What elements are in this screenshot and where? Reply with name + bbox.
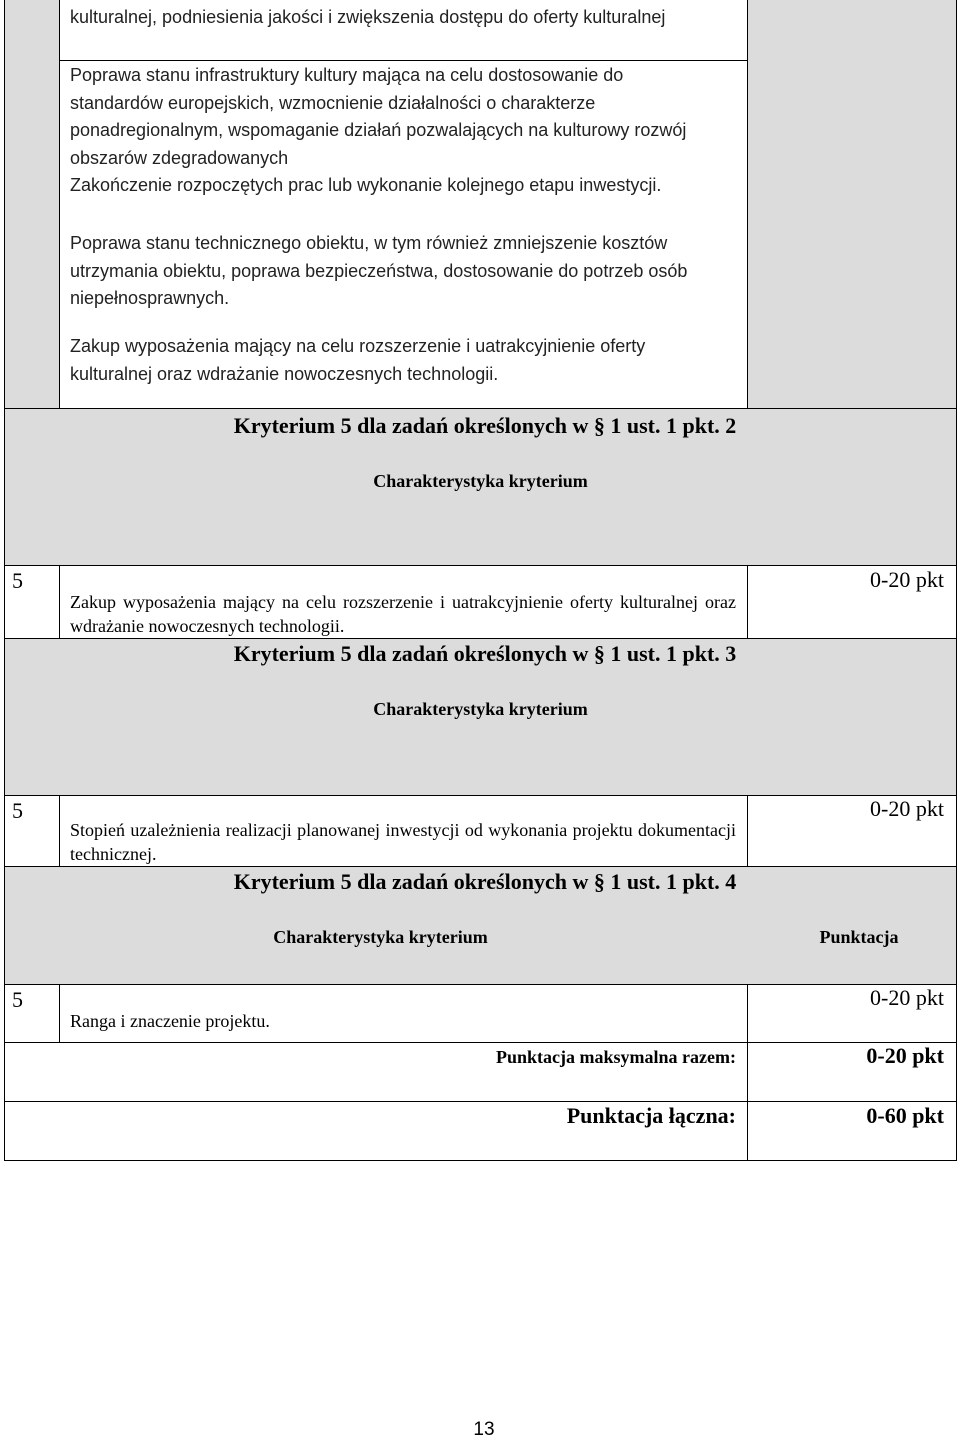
max-total-label: Punktacja maksymalna razem:: [496, 1047, 736, 1067]
completion-cell: [59, 171, 748, 230]
criterion-pkt3-char-row: [4, 696, 957, 796]
criterion-pkt3-points: 0-20 pkt: [870, 796, 944, 821]
criterion-pkt4-header: [4, 866, 957, 925]
continuation-text: kulturalnej, podniesienia jakości i zwiększenia dostępu do oferty kulturalnej: [70, 7, 666, 27]
criterion-pkt4-points-header: Punktacja: [819, 927, 899, 947]
criterion-pkt3-characteristic-header: Charakterystyka kryterium: [373, 699, 588, 719]
criterion-pkt3-right-divider: [747, 795, 748, 867]
criterion-pkt2-number: 5: [12, 568, 23, 593]
criterion-pkt2-header: [4, 408, 957, 467]
infrastructure-cell: [59, 60, 748, 172]
technical-text: Poprawa stanu technicznego obiektu, w tym również zmniejszenie kosztów utrzymania obiektu, poprawa bezpieczeństwa, dostosowanie do potrzeb osób niepełnosprawnych.: [70, 233, 688, 308]
technical-cell: [59, 229, 748, 334]
criterion-pkt3-title: Kryterium 5 dla zadań określonych w § 1 ust. 1 pkt. 3: [233, 641, 737, 666]
criterion-pkt2-char-row: [4, 466, 957, 566]
criterion-pkt3-left-divider: [59, 795, 60, 867]
max-total-divider: [747, 1042, 748, 1102]
criterion-pkt4-title: Kryterium 5 dla zadań określonych w § 1 ust. 1 pkt. 4: [233, 869, 737, 894]
criterion-pkt2-characteristic-header: Charakterystyka kryterium: [373, 471, 588, 491]
criterion-pkt2-title: Kryterium 5 dla zadań określonych w § 1 ust. 1 pkt. 2: [233, 413, 737, 438]
grand-total-value: 0-60 pkt: [866, 1103, 944, 1128]
criterion-pkt2-right-divider: [747, 565, 748, 639]
criterion-pkt4-char-row: [4, 924, 957, 985]
criterion-pkt4-description: Ranga i znaczenie projektu.: [70, 1011, 270, 1031]
criterion-pkt3-number: 5: [12, 798, 23, 823]
continuation-cell: [59, 0, 748, 61]
equipment-text: Zakup wyposażenia mający na celu rozszerzenie i uatrakcyjnienie oferty kulturalnej oraz wdrażanie nowoczesnych technologii.: [70, 336, 646, 384]
criterion-pkt4-right-divider: [747, 984, 748, 1043]
criterion-pkt2-left-divider: [59, 565, 60, 639]
equipment-cell: [59, 333, 748, 409]
criterion-pkt4-left-divider: [59, 984, 60, 1043]
criterion-pkt4-characteristic-header: Charakterystyka kryterium: [273, 927, 488, 947]
criterion-pkt3-header: [4, 638, 957, 697]
criterion-pkt4-number: 5: [12, 987, 23, 1012]
max-total-value: 0-20 pkt: [866, 1043, 944, 1068]
completion-text: Zakończenie rozpoczętych prac lub wykonanie kolejnego etapu inwestycji.: [70, 175, 662, 195]
criterion-pkt4-points: 0-20 pkt: [870, 985, 944, 1010]
criterion-pkt3-description: Stopień uzależnienia realizacji planowanej inwestycji od wykonania projektu dokumentacji technicznej.: [70, 820, 736, 864]
grand-total-label: Punktacja łączna:: [566, 1103, 736, 1128]
infrastructure-text: Poprawa stanu infrastruktury kultury mająca na celu dostosowanie do standardów europejskich, wzmocnienie działalności o charakterze ponadregionalnym, wspomaganie działań pozwalających na kulturowy rozwój obszarów zdegradowanych: [70, 65, 687, 168]
criterion-pkt2-points: 0-20 pkt: [870, 567, 944, 592]
page-number: 13: [473, 1419, 495, 1440]
criterion-pkt2-description: Zakup wyposażenia mający na celu rozszerzenie i uatrakcyjnienie oferty kulturalnej oraz wdrażanie nowoczesnych technologii.: [70, 592, 736, 636]
grand-total-divider: [747, 1101, 748, 1161]
